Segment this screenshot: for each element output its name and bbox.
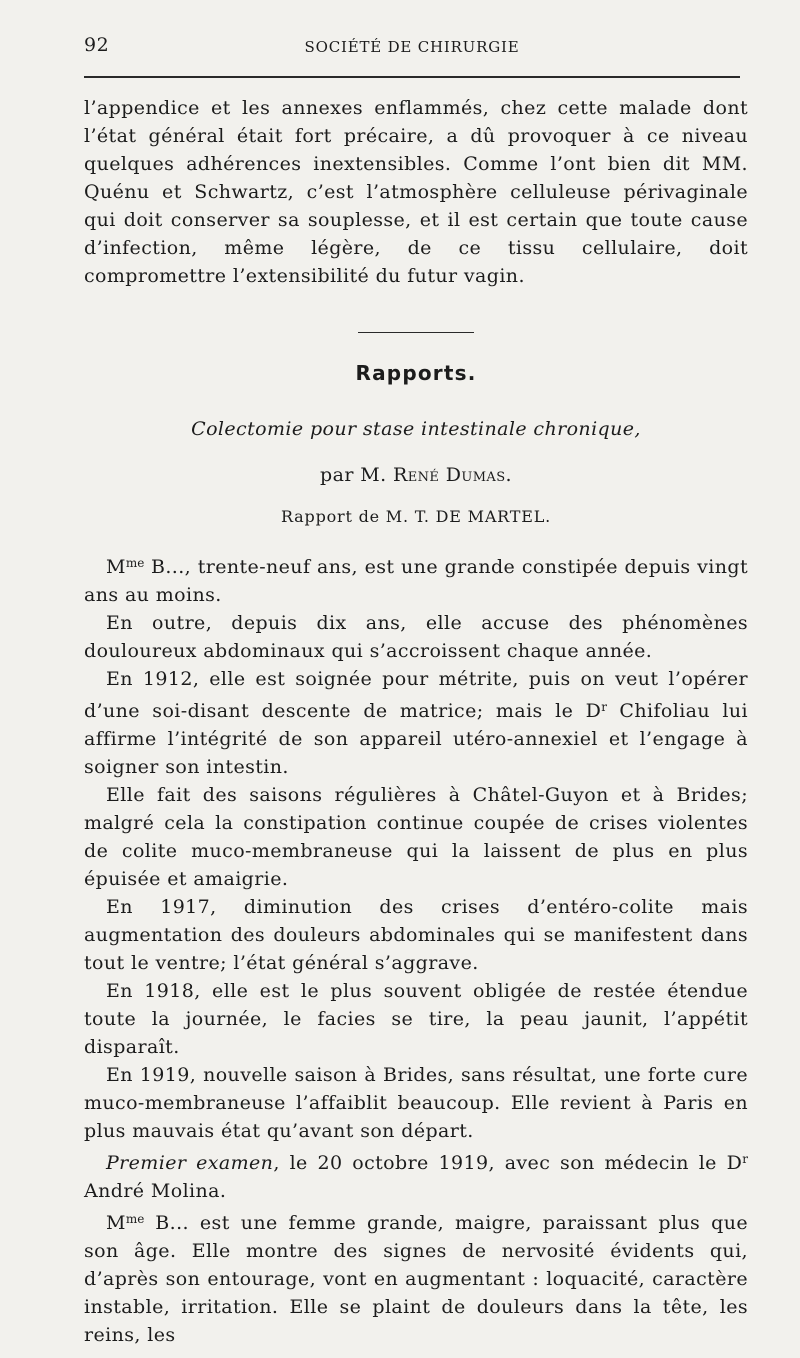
p3-superscript: r [601,700,607,714]
p1-text: B..., trente-neuf ans, est une grande constipée depuis vingt ans au moins. [84,556,748,606]
paragraph-4: Elle fait des saisons régulières à Châtel-Guyon et à Brides; malgré cela la constipation continue coupée de crises violentes de colite muco-membraneuse qui la laissent de plus en plus épuisée et amaigrie. [84,784,748,890]
p9-prefix: M [106,1212,126,1234]
paragraph-9 [84,1205,748,1349]
p9-superscript: me [125,1212,145,1226]
p1-prefix: M [106,556,126,578]
byline-prefix: par M. [320,464,393,486]
rapport-line: Rapport de M. T. DE MARTEL. [280,507,552,526]
p3-text-a: En 1912, elle est soignée pour métrite, puis on veut l’opérer d’une soi-disant descente de matrice; mais le D [84,668,748,722]
section-title: Rapports. [355,361,477,385]
page-header [84,34,740,62]
paragraph-5: En 1917, diminution des crises d’entéro-colite mais augmentation des douleurs abdominales qui se manifestent dans tout le ventre; l’état général s’aggrave. [84,896,748,974]
p9-text: B... est une femme grande, maigre, paraissant plus que son âge. Elle montre des signes de nervosité évidents qui, d’après son entourage, vont en augmentant : loquacité, caractère instable, irritation. Elle se plaint de douleurs dans la tête, les reins, les [84,1212,748,1346]
p8-text-b: André Molina. [84,1180,227,1202]
paragraph-7: En 1919, nouvelle saison à Brides, sans résultat, une forte cure muco-membraneuse l’affaiblit beaucoup. Elle revient à Paris en plus mauvais état qu’avant son départ. [84,1064,748,1142]
paragraph-2: En outre, depuis dix ans, elle accuse des phénomènes douloureux abdominaux qui s’accroissent chaque année. [84,612,748,662]
report-title: Colectomie pour stase intestinale chronique, [191,418,641,440]
byline-author: René Dumas. [393,464,512,486]
p8-italic: Premier examen [106,1152,274,1174]
p3-text-b: Chifoliau lui affirme l’intégrité de son appareil utéro-annexiel et l’engage à soigner son intestin. [84,700,749,778]
paragraph-6: En 1918, elle est le plus souvent obligée de restée étendue toute la journée, le facies se tire, la peau jaunit, l’appétit disparaît. [84,980,748,1058]
p8-superscript: r [742,1152,748,1166]
section-divider [358,332,474,333]
intro-paragraph: l’appendice et les annexes enflammés, chez cette malade dont l’état général était fort précaire, a dû provoquer à ce niveau quelques adhérences inextensibles. Comme l’ont bien dit MM. Quénu et Schwartz, c’est l’atmosphère celluleuse périvaginale qui doit conserver sa souplesse, et il est certain que toute cause d’infection, même légère, de ce tissu cellulaire, doit compromettre l’extensibilité du futur vagin. [84,97,748,287]
paragraph-8 [84,1145,748,1205]
p8-text-a: , le 20 octobre 1919, avec son médecin le D [273,1152,743,1174]
paragraph-3 [84,665,748,781]
report-byline [84,461,748,489]
running-head: SOCIÉTÉ DE CHIRURGIE [304,38,520,56]
paragraph-1 [84,549,748,609]
page-number: 92 [84,34,110,56]
header-rule [84,76,740,78]
p1-superscript: me [125,556,145,570]
page-body [84,94,748,1349]
